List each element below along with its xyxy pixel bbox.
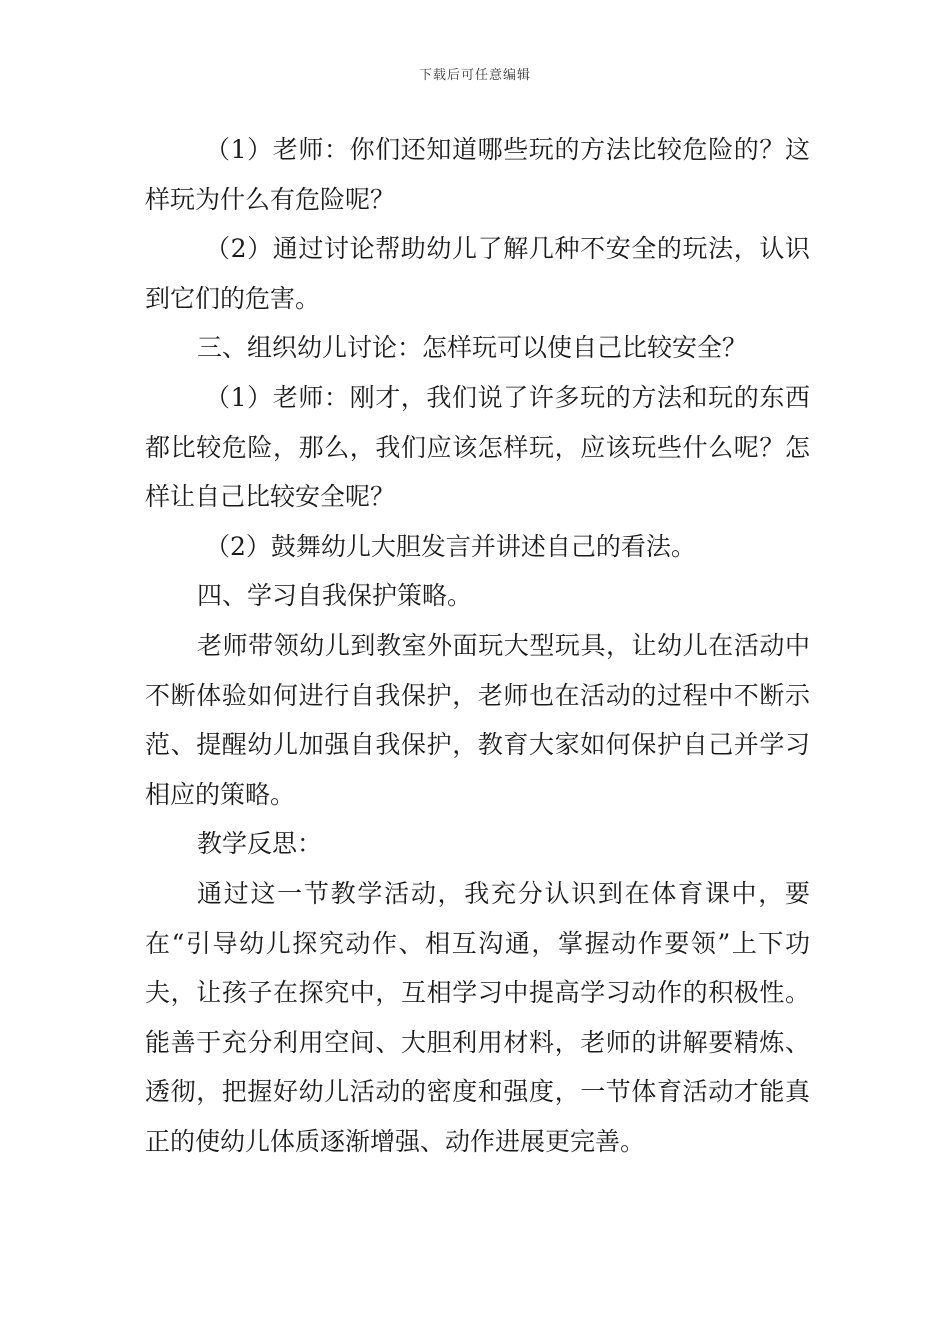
section-heading-reflection: 教学反思： — [197, 829, 323, 859]
page-header-note: 下载后可任意编辑 — [418, 68, 531, 83]
paragraph-reflection: 通过这一节教学活动，我充分认识到在体育课中，要在“引导幼儿探究动作、相互沟通，掌握动作要领”上下功夫，让孩子在探究中，互相学习中提高学习动作的积极性。能善于充分利用空间、大胆利用材料，老师的讲解要精炼、透彻，把握好幼儿活动的密度和强度，一节体育活动才能真正的使幼儿体质逐渐增强、动作进展更完善。 — [145, 878, 810, 1156]
paragraph-understand-unsafe-play: （2）通过讨论帮助幼儿了解几种不安全的玩法，认识到它们的危害。 — [145, 234, 810, 313]
paragraph-how-to-play-safely: （1）老师：刚才，我们说了许多玩的方法和玩的东西都比较危险，那么，我们应该怎样玩，应该玩些什么呢？怎样让自己比较安全呢？ — [145, 382, 810, 512]
paragraph-encourage-speaking: （2）鼓舞幼儿大胆发言并讲述自己的看法。 — [205, 531, 696, 561]
section-heading-four: 四、学习自我保护策略。 — [197, 581, 473, 611]
paragraph-discussion-dangerous-play: （1）老师：你们还知道哪些玩的方法比较危险的？这样玩为什么有危险呢？ — [145, 135, 810, 214]
section-heading-three: 三、组织幼儿讨论：怎样玩可以使自己比较安全？ — [197, 333, 748, 363]
document-body — [145, 125, 810, 1166]
paragraph-outdoor-activity: 老师带领幼儿到教室外面玩大型玩具，让幼儿在活动中不断体验如何进行自我保护，老师也在活动的过程中不断示范、提醒幼儿加强自我保护，教育大家如何保护自己并学习相应的策略。 — [145, 630, 810, 809]
